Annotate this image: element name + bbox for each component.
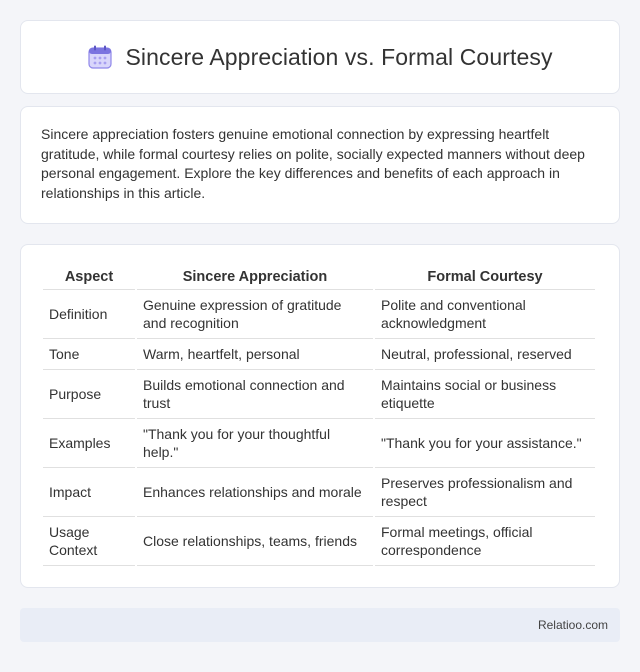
footer-brand: Relatioo.com: [537, 618, 608, 632]
row-sincere: Close relationships, teams, friends: [137, 517, 373, 566]
footer: [20, 608, 620, 642]
row-formal: Maintains social or business etiquette: [375, 370, 595, 419]
table-row: [43, 290, 595, 339]
row-aspect: Impact: [43, 468, 135, 517]
row-aspect: Tone: [43, 339, 135, 370]
row-formal: Preserves professionalism and respect: [375, 468, 595, 517]
table-row: [43, 468, 595, 517]
table-row: [43, 339, 595, 370]
row-formal: Neutral, professional, reserved: [375, 339, 595, 370]
row-aspect: Definition: [43, 290, 135, 339]
comparison-table: [41, 263, 597, 566]
row-sincere: Genuine expression of gratitude and recognition: [137, 290, 373, 339]
row-sincere: Builds emotional connection and trust: [137, 370, 373, 419]
row-aspect: Usage Context: [43, 517, 135, 566]
header-card: [20, 20, 620, 94]
table-row: [43, 419, 595, 468]
table-row: [43, 370, 595, 419]
title-wrap: [87, 44, 552, 71]
table-header-row: [43, 263, 595, 290]
header-sincere-appreciation: Sincere Appreciation: [137, 263, 373, 290]
header-formal-courtesy: Formal Courtesy: [375, 263, 595, 290]
intro-text: Sincere appreciation fosters genuine emotional connection by expressing heartfelt gratitude, while formal courtesy relies on polite, socially expected manners without deep personal engagement. Explore the key differences and benefits of each approach in relationships in this article.: [41, 126, 585, 201]
intro-card: [20, 106, 620, 224]
row-sincere: "Thank you for your thoughtful help.": [137, 419, 373, 468]
row-formal: "Thank you for your assistance.": [375, 419, 595, 468]
row-formal: Polite and conventional acknowledgment: [375, 290, 595, 339]
header-aspect: Aspect: [43, 263, 135, 290]
row-aspect: Purpose: [43, 370, 135, 419]
row-aspect: Examples: [43, 419, 135, 468]
row-sincere: Warm, heartfelt, personal: [137, 339, 373, 370]
comparison-table-card: [20, 244, 620, 588]
table-row: [43, 517, 595, 566]
page-title: Sincere Appreciation vs. Formal Courtesy: [125, 43, 553, 70]
row-sincere: Enhances relationships and morale: [137, 468, 373, 517]
row-formal: Formal meetings, official correspondence: [375, 517, 595, 566]
calendar-icon: [87, 44, 113, 70]
